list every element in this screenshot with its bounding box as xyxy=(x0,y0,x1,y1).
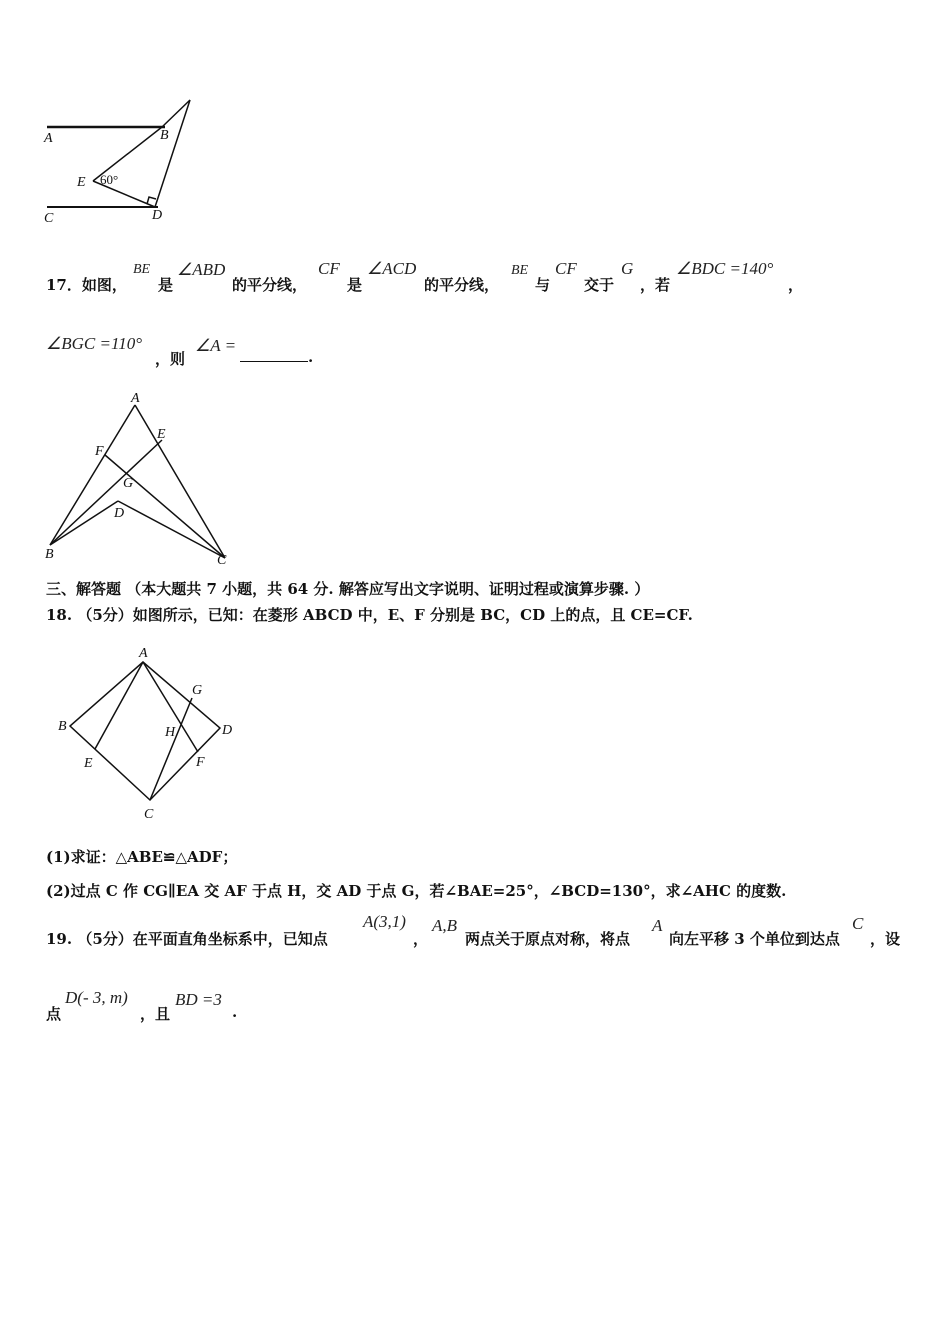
math-be: BE xyxy=(511,263,529,278)
label-G: G xyxy=(123,476,134,491)
text: ，且 xyxy=(140,1005,171,1023)
figure-parallel-lines xyxy=(47,100,190,207)
label-C: C xyxy=(44,211,54,226)
math-d: D(- 3, m) xyxy=(65,988,128,1007)
math-ab: A,B xyxy=(432,916,458,935)
answer-blank[interactable] xyxy=(240,348,313,366)
math-angle-abd: ∠ABD xyxy=(177,260,226,279)
math-cf: CF xyxy=(318,259,340,278)
q18-stem: 18. （5分）如图所示，已知：在菱形 ABCD 中，E、F 分别是 BC，CD 上的点，且 CE=CF. xyxy=(46,606,693,624)
label-G: G xyxy=(192,683,203,698)
text: 是 xyxy=(347,276,363,294)
text: 交于 xyxy=(584,276,615,294)
label-C: C xyxy=(144,807,154,822)
label-B: B xyxy=(58,719,67,734)
math-angle-acd: ∠ACD xyxy=(367,259,417,278)
label-B: B xyxy=(160,128,169,143)
text: 的平分线， xyxy=(232,276,308,294)
math-be: BE xyxy=(133,262,151,277)
label-A: A xyxy=(44,131,53,146)
label-E: E xyxy=(157,427,166,442)
math-angle-a: ∠A = xyxy=(195,336,237,355)
math-c: C xyxy=(852,914,864,933)
q19-stem: 19. （5分）在平面直角坐标系中，已知点 xyxy=(46,930,328,948)
label-D: D xyxy=(222,723,233,738)
q17-number: 17．如图， xyxy=(46,276,127,294)
text: 是 xyxy=(158,276,174,294)
label-angle-60: 60° xyxy=(100,172,119,187)
q18-part1: (1)求证：△ABE≌△ADF； xyxy=(46,848,238,866)
math-cf: CF xyxy=(555,259,577,278)
label-H: H xyxy=(165,725,176,740)
figure-triangle xyxy=(50,405,225,558)
label-E: E xyxy=(77,175,86,190)
label-D: D xyxy=(152,208,163,223)
label-F: F xyxy=(95,444,104,459)
text: ， xyxy=(413,930,429,948)
label-C: C xyxy=(217,553,227,568)
text: ， xyxy=(788,276,804,294)
label-D: D xyxy=(114,506,125,521)
q18-part2: (2)过点 C 作 CG∥EA 交 AF 于点 H，交 AD 于点 G，若∠BAE=25°，∠BCD=130°，求∠AHC 的度数. xyxy=(46,882,787,900)
text: 的平分线， xyxy=(424,276,500,294)
text: . xyxy=(232,1003,238,1021)
math-g: G xyxy=(621,259,634,278)
label-B: B xyxy=(45,547,54,562)
math-bd: BD =3 xyxy=(175,990,222,1009)
text: 与 xyxy=(535,276,551,294)
section-3-heading: 三、解答题 （本大题共 7 小题，共 64 分. 解答应写出文字说明、证明过程或演算步骤. ） xyxy=(46,580,650,598)
text: 点 xyxy=(46,1005,62,1023)
label-F: F xyxy=(196,755,205,770)
math-angle-bgc: ∠BGC =110° xyxy=(46,334,142,353)
text: 两点关于原点对称，将点 xyxy=(465,930,631,948)
text: ，设 xyxy=(870,930,901,948)
label-A: A xyxy=(131,391,140,406)
label-E: E xyxy=(84,756,93,771)
text: 向左平移 3 个单位到达点 xyxy=(669,930,840,948)
text: ，若 xyxy=(640,276,671,294)
text: . xyxy=(308,348,314,366)
math-a31: A(3,1) xyxy=(363,912,406,931)
math-a: A xyxy=(652,916,663,935)
text: ，则 xyxy=(155,350,186,368)
label-A: A xyxy=(139,646,148,661)
math-angle-bdc: ∠BDC =140° xyxy=(676,259,774,278)
